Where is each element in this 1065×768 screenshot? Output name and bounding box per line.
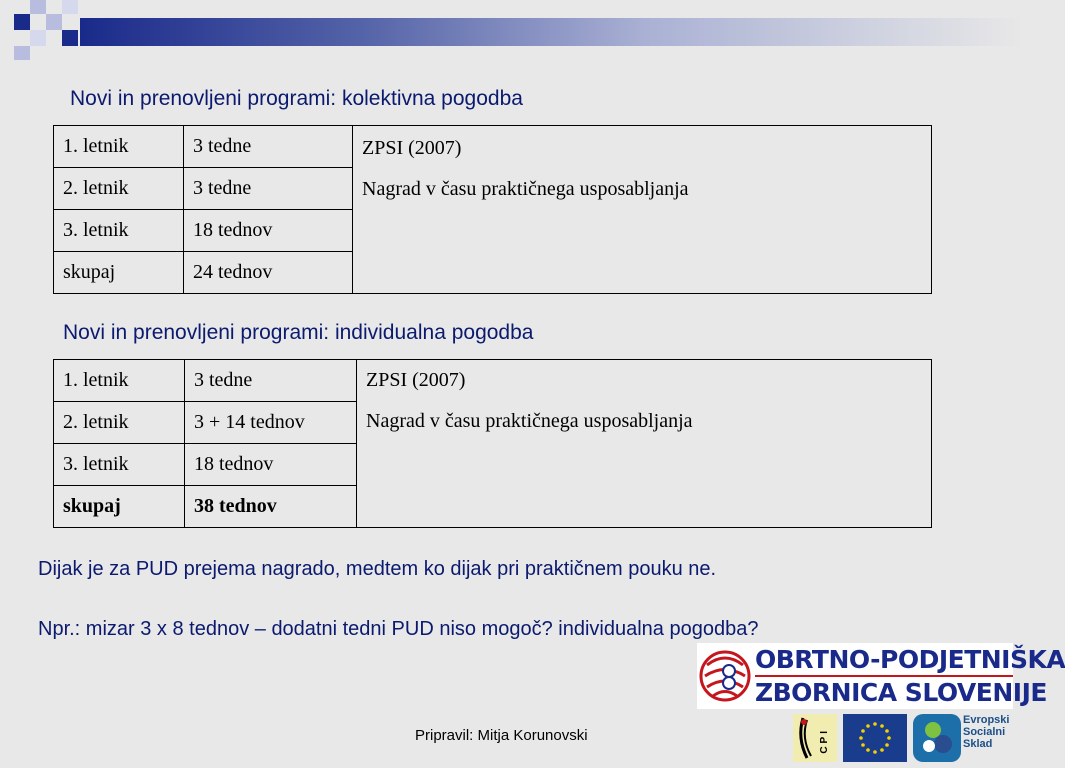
table-cell-year: 1. letnik xyxy=(54,126,184,168)
table-row xyxy=(54,126,932,168)
cpi-logo xyxy=(793,714,837,762)
footer-author: Pripravil: Mitja Korunovski xyxy=(415,727,588,744)
table-cell-note xyxy=(353,126,932,294)
table-cell-duration: 18 tednov xyxy=(184,210,353,252)
table-cell-duration: 38 tednov xyxy=(185,486,357,528)
paragraph-example: Npr.: mizar 3 x 8 tednov – dodatni tedni PUD niso mogoč? individualna pogodba? xyxy=(38,618,759,640)
esf-label-line3: Sklad xyxy=(963,738,993,750)
note-line-law: ZPSI (2007) xyxy=(366,369,466,391)
ozs-logo xyxy=(697,643,1065,709)
table-cell-year: 3. letnik xyxy=(54,444,185,486)
table-cell-duration: 3 tedne xyxy=(185,360,357,402)
section-heading-individual: Novi in prenovljeni programi: individualna pogodba xyxy=(63,321,534,344)
section-heading-collective: Novi in prenovljeni programi: kolektivna pogodba xyxy=(70,87,523,110)
ozs-name-line2: ZBORNICA SLOVENIJE xyxy=(755,678,1047,707)
decor-square xyxy=(62,30,78,46)
decor-square xyxy=(30,0,46,14)
paragraph-reward-note: Dijak je za PUD prejema nagrado, medtem ko dijak pri praktičnem pouku ne. xyxy=(38,558,717,580)
table-individual-contract xyxy=(53,359,932,528)
table-cell-duration: 24 tednov xyxy=(184,252,353,294)
decor-square xyxy=(62,0,78,14)
esf-logo xyxy=(913,714,961,762)
table-cell-year: 1. letnik xyxy=(54,360,185,402)
table-cell-duration: 3 + 14 tednov xyxy=(185,402,357,444)
eu-stars-icon xyxy=(843,714,907,762)
note-line-reward: Nagrad v času praktičnega usposabljanja xyxy=(362,178,689,200)
table-cell-duration: 18 tednov xyxy=(185,444,357,486)
table-cell-year: 2. letnik xyxy=(54,168,184,210)
table-row xyxy=(54,360,932,402)
cpi-label: CPI xyxy=(819,728,830,754)
decor-square xyxy=(14,46,30,60)
table-cell-year: skupaj xyxy=(54,252,184,294)
decor-square xyxy=(30,30,46,46)
decor-square xyxy=(46,14,62,30)
cpi-swirl-icon xyxy=(793,714,837,762)
esf-emblem-icon xyxy=(913,714,961,762)
decor-square xyxy=(14,14,30,30)
note-line-law: ZPSI (2007) xyxy=(362,137,462,159)
esf-label-line1: Evropski xyxy=(963,714,1010,726)
table-cell-year: 2. letnik xyxy=(54,402,185,444)
table-cell-year: skupaj xyxy=(54,486,185,528)
table-cell-note xyxy=(357,360,932,528)
table-cell-year: 3. letnik xyxy=(54,210,184,252)
header-gradient-bar xyxy=(80,18,1024,46)
table-cell-duration: 3 tedne xyxy=(184,126,353,168)
table-collective-contract xyxy=(53,125,932,294)
eu-flag-logo xyxy=(843,714,907,762)
esf-text xyxy=(963,714,1019,750)
ozs-name-line1: OBRTNO-PODJETNIŠKA xyxy=(755,645,1065,674)
table-cell-duration: 3 tedne xyxy=(184,168,353,210)
esf-label-line2: Socialni xyxy=(963,726,1006,738)
note-line-reward: Nagrad v času praktičnega usposabljanja xyxy=(366,410,693,432)
